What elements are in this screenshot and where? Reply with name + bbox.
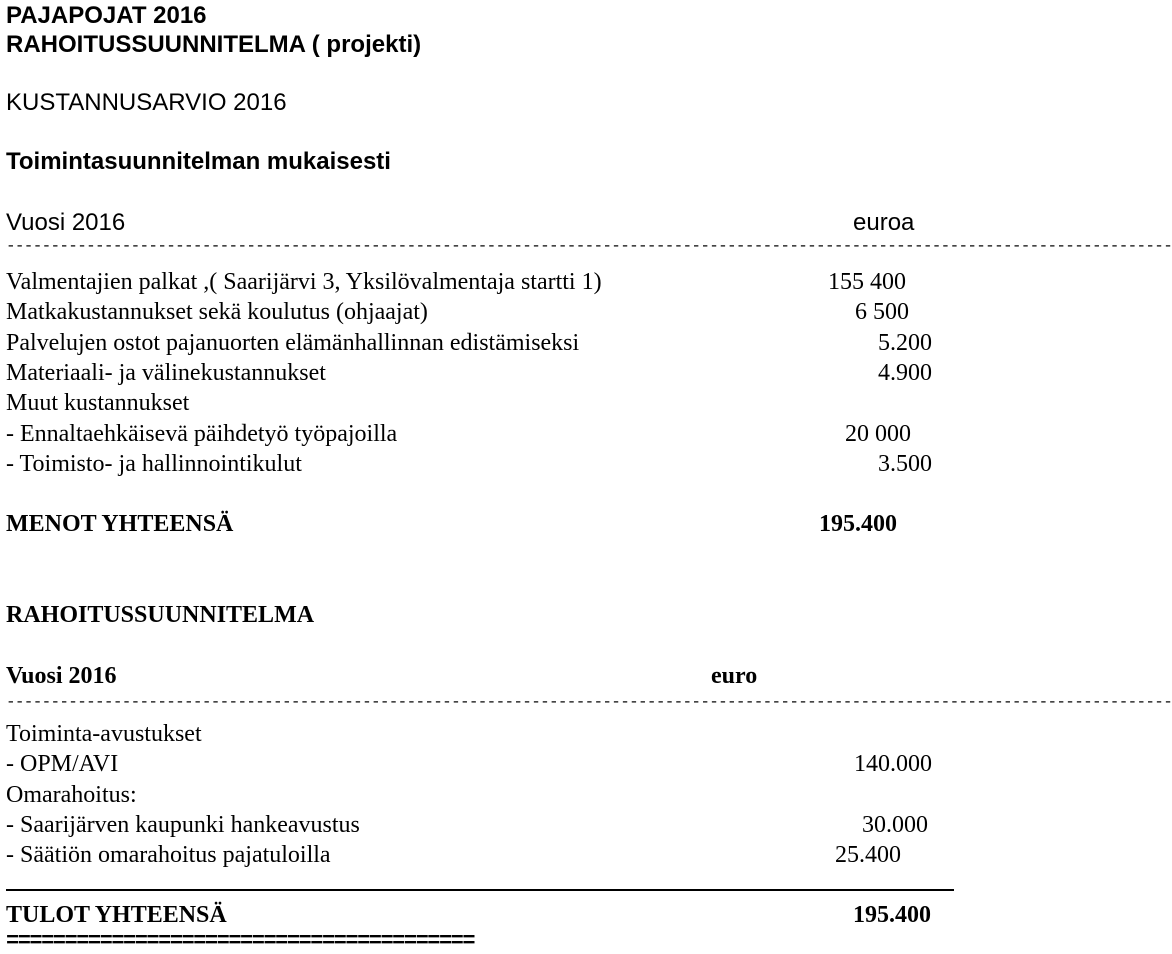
cost-item-label: - Toimisto- ja hallinnointikulut (6, 451, 302, 477)
cost-item-label: Muut kustannukset (6, 390, 190, 416)
funding-item-value: 30.000 (862, 812, 928, 838)
total-rule (6, 889, 954, 891)
funding-item-label: Omarahoitus: (6, 782, 137, 808)
cost-year-label: Vuosi 2016 (6, 209, 126, 236)
cost-total-label: MENOT YHTEENSÄ (6, 511, 234, 537)
cost-item-label: - Ennaltaehkäisevä päihdetyö työpajoilla (6, 421, 398, 447)
funding-total-value: 195.400 (853, 902, 931, 928)
cost-total-value: 195.400 (819, 511, 897, 537)
funding-year-label: Vuosi 2016 (6, 663, 117, 689)
cost-item-label: Palvelujen ostot pajanuorten elämänhallinnan edistämiseksi (6, 330, 580, 356)
cost-separator: ----------------------------------------------------------------------------------------------------------------------------------- (6, 237, 1172, 255)
funding-item-label: - Säätiön omarahoitus pajatuloilla (6, 842, 331, 868)
funding-total-label: TULOT YHTEENSÄ (6, 902, 227, 928)
cost-item-value: 4.900 (878, 360, 932, 386)
funding-heading: RAHOITUSSUUNNITELMA (6, 602, 315, 628)
cost-item-value: 6 500 (855, 299, 909, 325)
funding-item-value: 25.400 (835, 842, 901, 868)
funding-item-label: - Saarijärven kaupunki hankeavustus (6, 812, 360, 838)
budget-heading: KUSTANNUSARVIO 2016 (6, 89, 287, 116)
funding-item-value: 140.000 (854, 751, 932, 777)
funding-separator: ----------------------------------------------------------------------------------------------------------------------------------- (6, 693, 1172, 711)
cost-item-label: Materiaali- ja välinekustannukset (6, 360, 326, 386)
document-subtitle: RAHOITUSSUUNNITELMA ( projekti) (6, 31, 422, 58)
cost-currency-label: euroa (853, 209, 915, 236)
funding-item-label: - OPM/AVI (6, 751, 119, 777)
funding-item-label: Toiminta-avustukset (6, 721, 202, 747)
cost-item-value: 155 400 (828, 269, 906, 295)
cost-item-value: 5.200 (878, 330, 932, 356)
cost-item-label: Valmentajien palkat ,( Saarijärvi 3, Yksilövalmentaja startti 1) (6, 269, 602, 295)
section-heading: Toimintasuunnitelman mukaisesti (6, 148, 391, 175)
double-underline: ======================================== (6, 929, 475, 954)
funding-currency-label: euro (711, 663, 758, 689)
cost-item-value: 3.500 (878, 451, 932, 477)
document-title: PAJAPOJAT 2016 (6, 2, 207, 29)
cost-item-label: Matkakustannukset sekä koulutus (ohjaajat) (6, 299, 428, 325)
cost-item-value: 20 000 (845, 421, 911, 447)
